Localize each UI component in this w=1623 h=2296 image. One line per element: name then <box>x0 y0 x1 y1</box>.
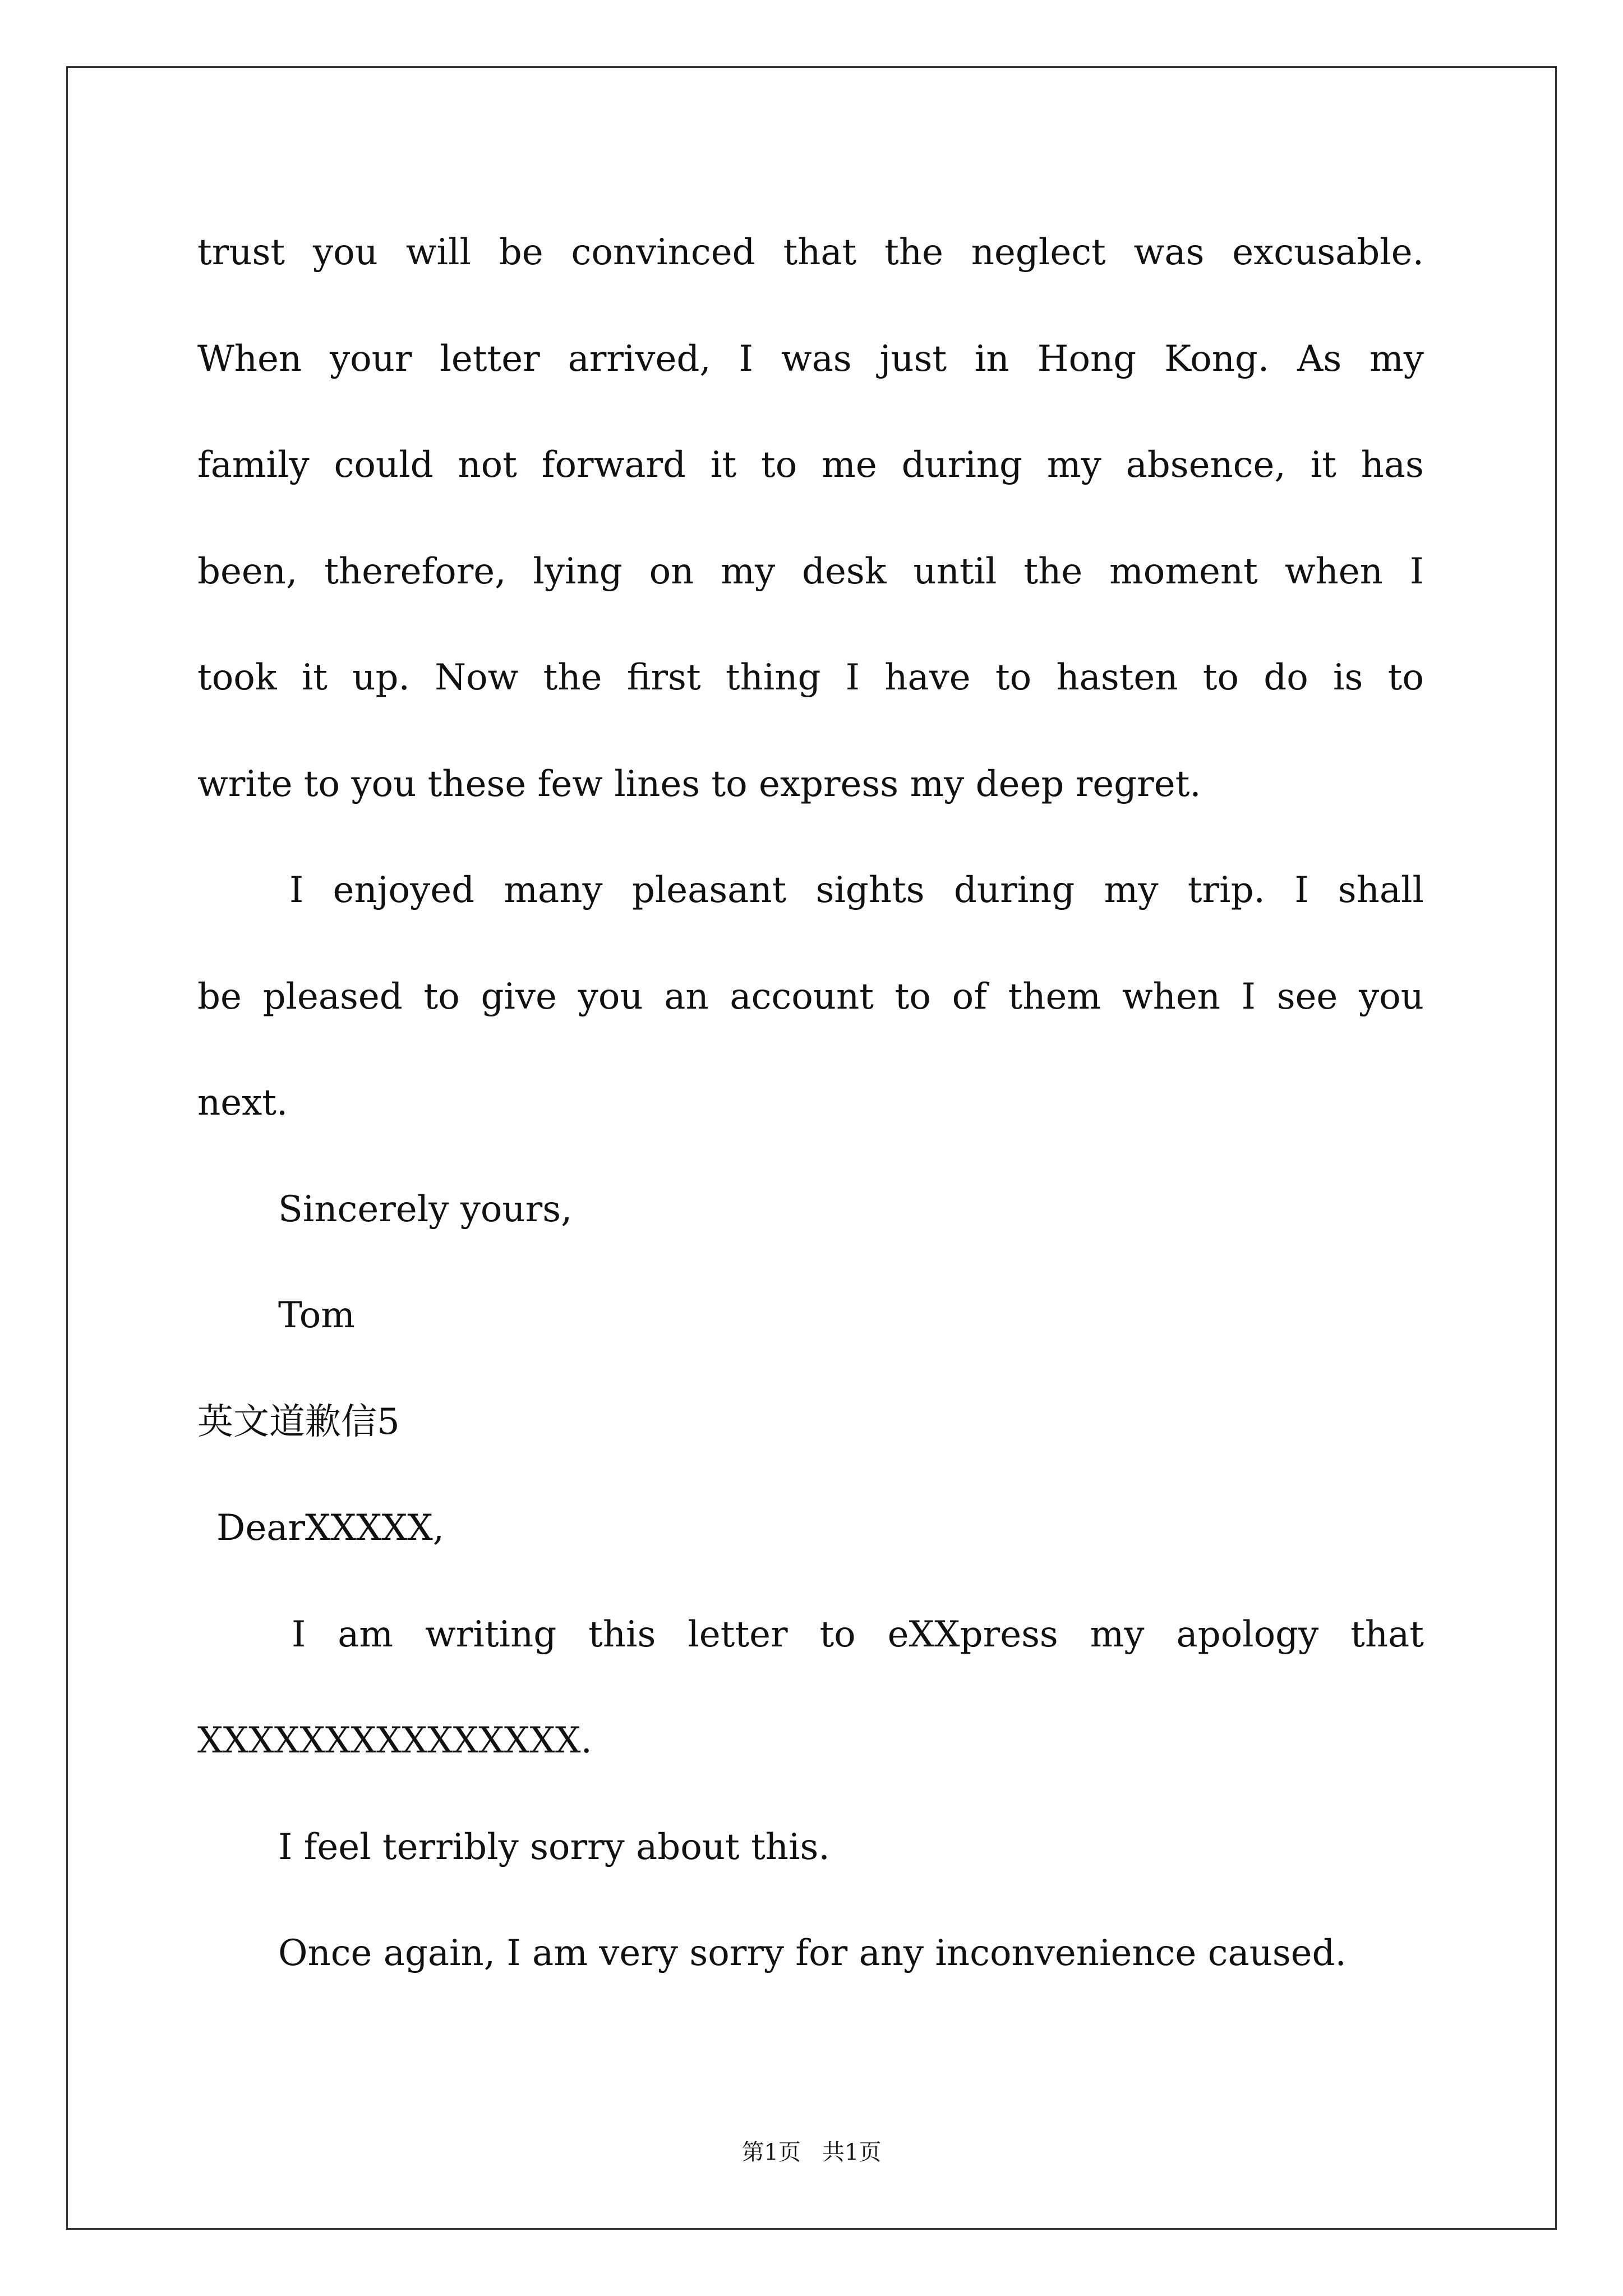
body-line-6: write to you these few lines to express my deep regret. <box>197 763 1201 805</box>
body-line-14: XXXXXXXXXXXXXXX. <box>197 1720 592 1761</box>
section-heading: 英文道歉信5 <box>197 1401 400 1443</box>
body-line-3: family could not forward it to me during my absence, it has <box>197 444 1424 486</box>
body-line-2: When your letter arrived, I was just in Hong Kong. As my <box>197 338 1424 380</box>
body-line-4: been, therefore, lying on my desk until the moment when I <box>197 551 1424 592</box>
closing-line: Sincerely yours, <box>278 1189 573 1230</box>
body-line-1: trust you will be convinced that the neglect was excusable. <box>197 232 1424 273</box>
body-line-13: I am writing this letter to eXXpress my apology that <box>292 1614 1424 1655</box>
body-line-7: I enjoyed many pleasant sights during my trip. I shall <box>289 869 1424 911</box>
page-footer: 第1页 共1页 <box>741 2139 882 2165</box>
body-line-15: I feel terribly sorry about this. <box>278 1826 830 1868</box>
body-line-8: be pleased to give you an account to of them when I see you <box>197 976 1424 1018</box>
salutation-line: DearXXXXX, <box>216 1507 445 1549</box>
signature-line: Tom <box>278 1295 355 1336</box>
body-line-16: Once again, I am very sorry for any inconvenience caused. <box>278 1932 1347 1974</box>
body-line-5: took it up. Now the first thing I have to hasten to do is to <box>197 657 1424 698</box>
body-line-9: next. <box>197 1082 288 1124</box>
page-border <box>66 66 1557 2230</box>
